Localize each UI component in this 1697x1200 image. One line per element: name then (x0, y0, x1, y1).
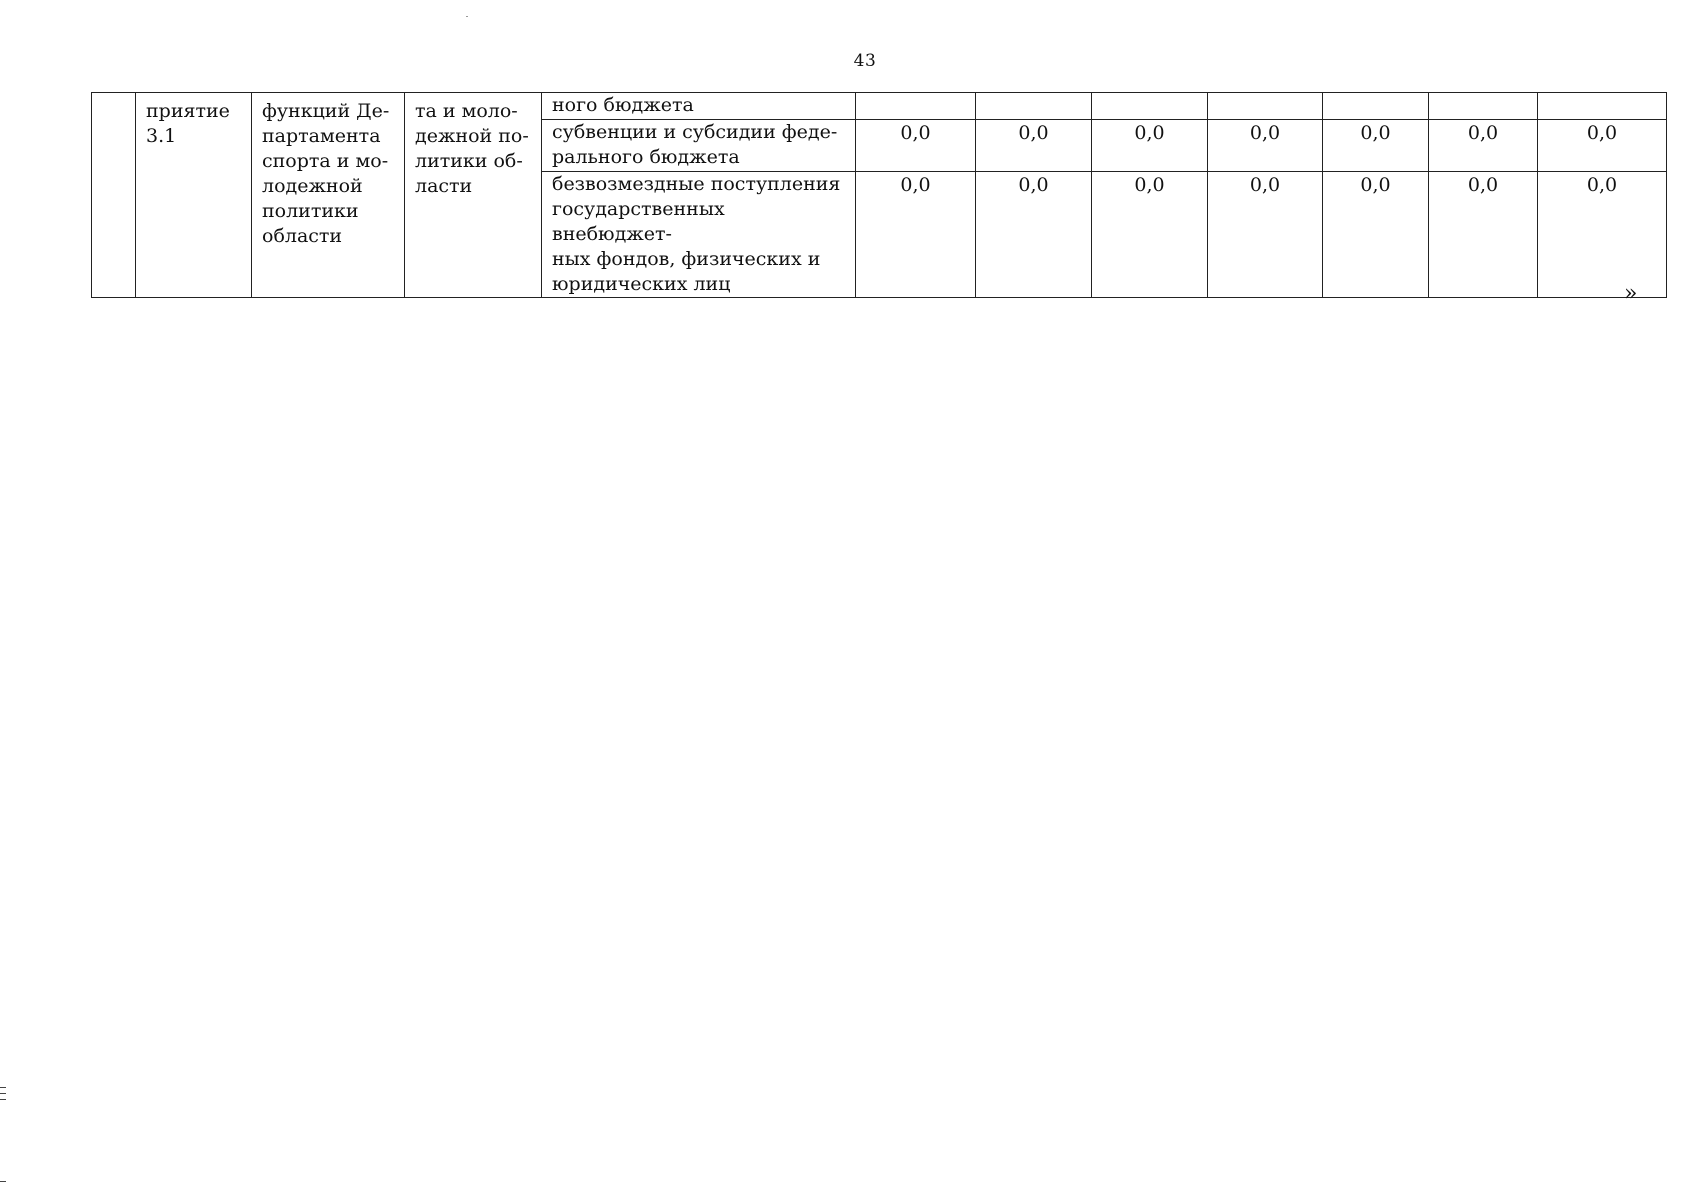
value-cell: 0,0 (1208, 120, 1323, 172)
value-cell (1092, 93, 1208, 120)
value-cell: 0,0 (976, 172, 1092, 298)
value-cell (1323, 93, 1429, 120)
activity-cell: приятие 3.1 (136, 93, 252, 298)
table-row (92, 93, 1667, 120)
funding-source-cell: безвозмездные поступления государственных внебюджет- ных фондов, физических и юридических лиц (542, 172, 856, 298)
funding-source-cell: субвенции и субсидии феде- рального бюджета (542, 120, 856, 172)
page-number: 43 (853, 51, 877, 71)
value-cell: 0,0 (1429, 120, 1538, 172)
executor-cell: та и моло- дежной по- литики об- ласти (405, 93, 542, 298)
value-cell: 0,0 (976, 120, 1092, 172)
value-cell (1208, 93, 1323, 120)
scan-edge-mark (0, 1087, 6, 1088)
value-cell: 0,0 (856, 120, 976, 172)
scan-edge-mark (0, 1093, 6, 1094)
value-cell: 0,0 (1323, 172, 1429, 298)
value-cell: 0,0 (1429, 172, 1538, 298)
value-cell: 0,0 (1092, 172, 1208, 298)
value-cell: 0,0 (1538, 172, 1667, 298)
closing-quote: » (1624, 281, 1638, 306)
value-cell: 0,0 (1092, 120, 1208, 172)
value-cell: 0,0 (1538, 120, 1667, 172)
scan-speck (466, 16, 468, 17)
value-cell: 0,0 (856, 172, 976, 298)
funding-source-cell: ного бюджета (542, 93, 856, 120)
value-cell (976, 93, 1092, 120)
value-cell: 0,0 (1323, 120, 1429, 172)
number-cell (92, 93, 136, 298)
budget-table (91, 92, 1667, 298)
value-cell: 0,0 (1208, 172, 1323, 298)
budget-table-container (91, 92, 1666, 295)
activity-name-cell: функций Де- партамента спорта и мо- лодежной политики области (252, 93, 405, 298)
value-cell (1538, 93, 1667, 120)
scan-edge-mark (0, 1099, 6, 1100)
scan-edge-mark (0, 1181, 6, 1182)
value-cell (856, 93, 976, 120)
value-cell (1429, 93, 1538, 120)
